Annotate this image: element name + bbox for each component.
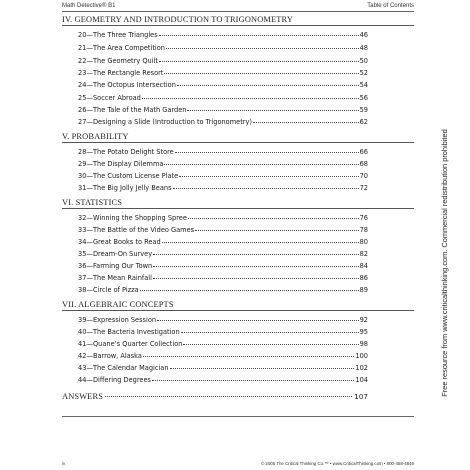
toc-dot-leader [142, 98, 359, 99]
toc-entry-page: 62 [359, 118, 368, 126]
toc-entry-title: 41—Quane’s Quarter Collection [78, 340, 183, 348]
toc-entry-page: 86 [359, 274, 368, 282]
toc-entry-page: 76 [359, 214, 368, 222]
toc-entry [78, 68, 368, 78]
toc-entry-title: 29—The Display Dilemma [78, 160, 164, 168]
toc-entry-page: 56 [359, 94, 368, 102]
toc-dot-leader [164, 164, 358, 165]
toc-entry-page: 52 [359, 69, 368, 77]
toc-entry [78, 80, 368, 90]
toc-entry [78, 183, 368, 193]
toc-entry-title: 20—The Three Triangles [78, 31, 158, 39]
section-title-statistics: VI. STATISTICS [62, 198, 123, 207]
toc-entry-title: 21—The Area Competition [78, 44, 165, 52]
toc-entry [78, 117, 368, 127]
toc-dot-leader [164, 73, 358, 74]
toc-entry-title: 33—The Battle of the Video Games [78, 226, 195, 234]
toc-entry [78, 237, 368, 247]
toc-entry-title: 40—The Bacteria Investigation [78, 328, 180, 336]
toc-entry [78, 285, 368, 295]
toc-dot-leader [188, 218, 359, 219]
toc-entry [78, 375, 368, 385]
toc-entry-page: 84 [359, 262, 368, 270]
toc-entry [78, 249, 368, 259]
section-title-probability: V. PROBABILITY [62, 132, 129, 141]
toc-entry [78, 315, 368, 325]
section-rule-geometry [62, 25, 414, 26]
toc-dot-leader [253, 122, 359, 123]
toc-entry [78, 30, 368, 40]
toc-entry-page: 70 [359, 172, 368, 180]
toc-entry [78, 93, 368, 103]
toc-dot-leader [143, 356, 355, 357]
toc-entry-title: 22—The Geometry Quilt [78, 57, 158, 65]
toc-entry [78, 171, 368, 181]
toc-entry-title: 32—Winning the Shopping Spree [78, 214, 187, 222]
toc-entry [78, 363, 368, 373]
toc-dot-leader [166, 48, 359, 49]
toc-entry [78, 327, 368, 337]
toc-dot-leader [195, 230, 359, 231]
toc-entry-page: 89 [359, 286, 368, 294]
toc-entry [78, 147, 368, 157]
toc-entry-page: 59 [359, 106, 368, 114]
toc-entry-page: 92 [359, 316, 368, 324]
toc-entry-page: 95 [359, 328, 368, 336]
toc-entry-page: 104 [355, 376, 368, 384]
section-title-geometry: IV. GEOMETRY AND INTRODUCTION TO TRIGONOMETRY [62, 15, 294, 24]
footer-rule [62, 416, 414, 417]
toc-entry-title: 39—Expression Session [78, 316, 157, 324]
page-footer [62, 461, 414, 469]
toc-dot-leader [170, 368, 355, 369]
toc-entry-title: 30—The Custom License Plate [78, 172, 179, 180]
toc-entry-page: 78 [359, 226, 368, 234]
toc-entry [78, 159, 368, 169]
toc-entry-page: 50 [359, 57, 368, 65]
toc-entry-title: 42—Barrow, Alaska [78, 352, 142, 360]
toc-dot-leader [159, 61, 359, 62]
toc-entry-title: 34—Great Books to Read [78, 238, 161, 246]
toc-entry-page: 68 [359, 160, 368, 168]
toc-dot-leader [179, 176, 358, 177]
header-book-title: Math Detective® B1 [62, 3, 116, 9]
toc-dot-leader [173, 188, 359, 189]
toc-dot-leader [152, 380, 354, 381]
toc-entry-title: 37—The Mean Rainfall [78, 274, 152, 282]
toc-entry-title: 26—The Tale of the Math Garden [78, 106, 187, 114]
toc-entry [78, 339, 368, 349]
section-rule-probability [62, 142, 414, 143]
toc-dot-leader [140, 290, 359, 291]
toc-entry-page: 54 [359, 81, 368, 89]
toc-entry-page: 66 [359, 148, 368, 156]
toc-entry-title: 35—Dream-On Survey [78, 250, 153, 258]
toc-entry [78, 213, 368, 223]
toc-entry [78, 225, 368, 235]
toc-dot-leader [157, 320, 359, 321]
toc-entry-page: 72 [359, 184, 368, 192]
toc-dot-leader [175, 152, 359, 153]
toc-entry [78, 351, 368, 361]
toc-answers-entry [62, 391, 368, 403]
toc-dot-leader [153, 254, 358, 255]
toc-dot-leader [187, 110, 358, 111]
header-rule [62, 11, 414, 12]
toc-entry-title: 25—Soccer Abroad [78, 94, 141, 102]
toc-entry-page: 100 [355, 352, 368, 360]
toc-entry-page: 48 [359, 44, 368, 52]
header-section-title: Table of Contents [367, 3, 414, 9]
footer-copyright: © 2005 The Critical Thinking Co.™ • www.CriticalThinking.com • 800-458-4849 [260, 461, 414, 466]
toc-entry-title: 36—Farming Our Town [78, 262, 153, 270]
section-rule-statistics [62, 208, 414, 209]
toc-entry-page: 102 [355, 364, 368, 372]
toc-entry-page: 82 [359, 250, 368, 258]
toc-dot-leader [162, 242, 359, 243]
toc-entry-title: 23—The Rectangle Resort [78, 69, 164, 77]
toc-dot-leader [159, 35, 359, 36]
toc-dot-leader [153, 266, 358, 267]
toc-entry-title: 24—The Octopus Intersection [78, 81, 176, 89]
toc-dot-leader [177, 85, 359, 86]
toc-entry-title: 43—The Calendar Magician [78, 364, 169, 372]
toc-entry-title: 31—The Big Jolly Jelly Beans [78, 184, 172, 192]
toc-entry-title: 28—The Potato Delight Store [78, 148, 174, 156]
toc-entry-page: 98 [359, 340, 368, 348]
toc-entry [78, 56, 368, 66]
toc-entry-page: 80 [359, 238, 368, 246]
footer-page-number: iv [62, 461, 66, 466]
toc-entry-title: 44—Differing Degrees [78, 376, 151, 384]
toc-dot-leader [183, 344, 358, 345]
toc-entry [78, 43, 368, 53]
answers-page: 107 [354, 392, 368, 401]
toc-entry-title: 38—Circle of Pizza [78, 286, 139, 294]
section-rule-algebraic-concepts [62, 310, 414, 311]
toc-entry [78, 105, 368, 115]
toc-dot-leader [153, 278, 359, 279]
toc-entry [78, 273, 368, 283]
section-title-algebraic-concepts: VII. ALGEBRAIC CONCEPTS [62, 300, 174, 309]
toc-entry [78, 261, 368, 271]
toc-entry-page: 46 [359, 31, 368, 39]
toc-dot-leader [105, 396, 352, 397]
toc-dot-leader [181, 332, 359, 333]
toc-entry-title: 27—Designing a Slide (Introduction to Trigonometry) [78, 118, 252, 126]
answers-title: ANSWERS [62, 392, 104, 401]
side-redistribution-note: Free resource from www.criticalthinking.com. Commercial redistribution prohibited [440, 129, 449, 397]
